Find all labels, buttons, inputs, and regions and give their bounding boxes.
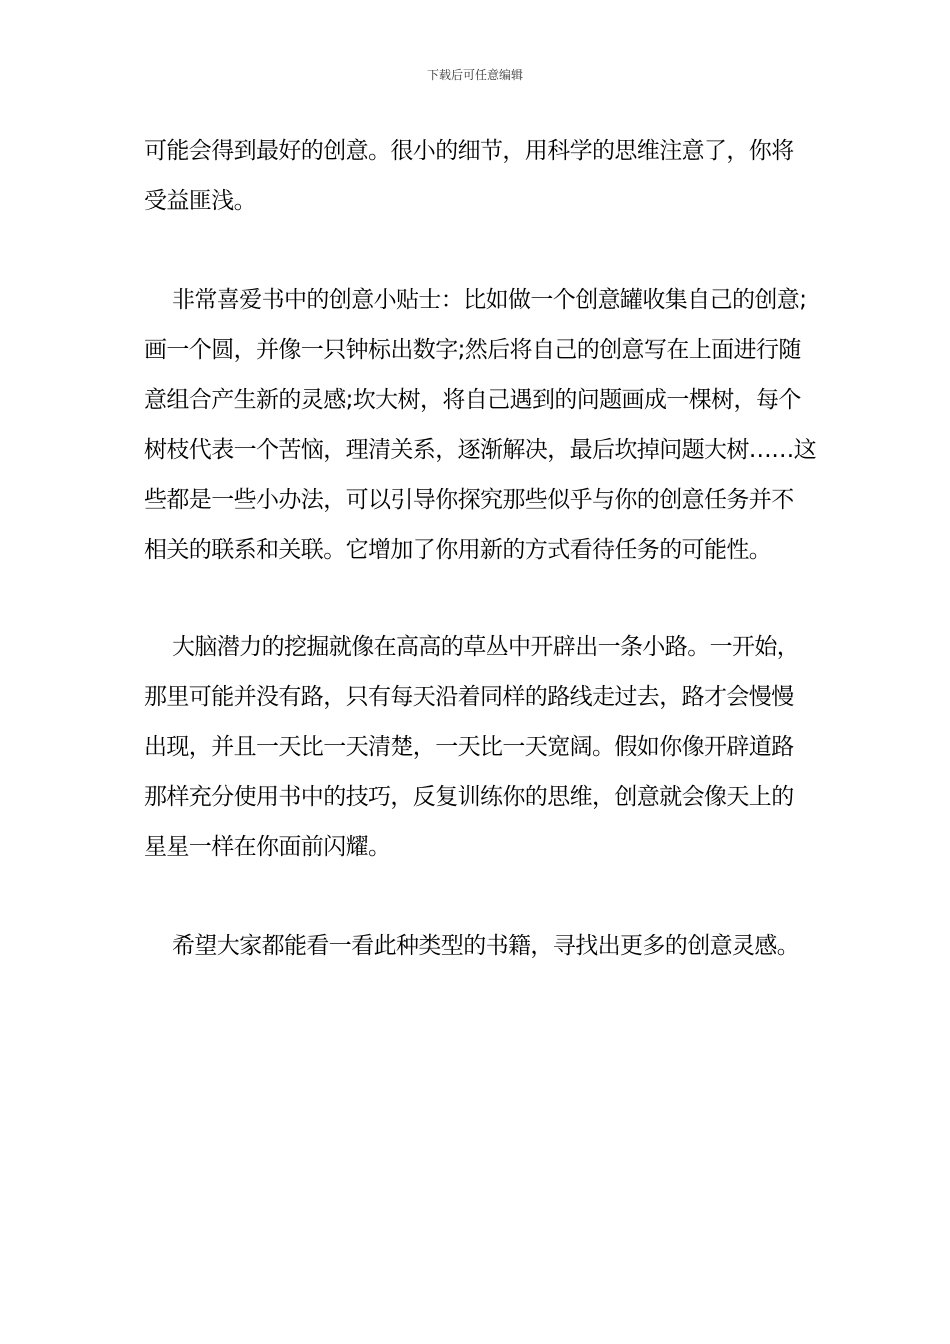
- paragraph-line: 画一个圆，并像一只钟标出数字;然后将自己的创意写在上面进行随: [144, 337, 801, 363]
- paragraph-line: 星星一样在你面前闪耀。: [144, 834, 391, 860]
- paragraph-line: 些都是一些小办法，可以引导你探究那些似乎与你的创意任务并不: [144, 487, 794, 513]
- paragraph-4: [144, 921, 799, 971]
- paragraph-line: 非常喜爱书中的创意小贴士：比如做一个创意罐收集自己的创意;: [172, 287, 807, 313]
- paragraph-1: [144, 126, 794, 226]
- paragraph-line: 出现，并且一天比一天清楚，一天比一天宽阔。假如你像开辟道路: [144, 734, 794, 760]
- paragraph-line: 可能会得到最好的创意。很小的细节，用科学的思维注意了，你将: [144, 138, 794, 164]
- paragraph-line: 那里可能并没有路，只有每天沿着同样的路线走过去，路才会慢慢: [144, 684, 794, 710]
- paragraph-3: [144, 622, 799, 872]
- paragraph-line: 受益匪浅。: [144, 188, 257, 214]
- paragraph-line: 希望大家都能看一看此种类型的书籍，寻找出更多的创意灵感。: [172, 933, 800, 959]
- paragraph-line: 那样充分使用书中的技巧，反复训练你的思维，创意就会像天上的: [144, 784, 794, 810]
- paragraph-line: 树枝代表一个苦恼，理清关系，逐渐解决，最后坎掉问题大树……这: [144, 437, 817, 463]
- paragraph-line: 相关的联系和关联。它增加了你用新的方式看待任务的可能性。: [144, 537, 772, 563]
- paragraph-line: 意组合产生新的灵感;坎大树，将自己遇到的问题画成一棵树，每个: [144, 387, 801, 413]
- paragraph-2: [144, 275, 816, 575]
- page-header: 下载后可任意编辑: [426, 68, 523, 82]
- paragraph-line: 大脑潜力的挖掘就像在高高的草丛中开辟出一条小路。一开始，: [172, 634, 800, 660]
